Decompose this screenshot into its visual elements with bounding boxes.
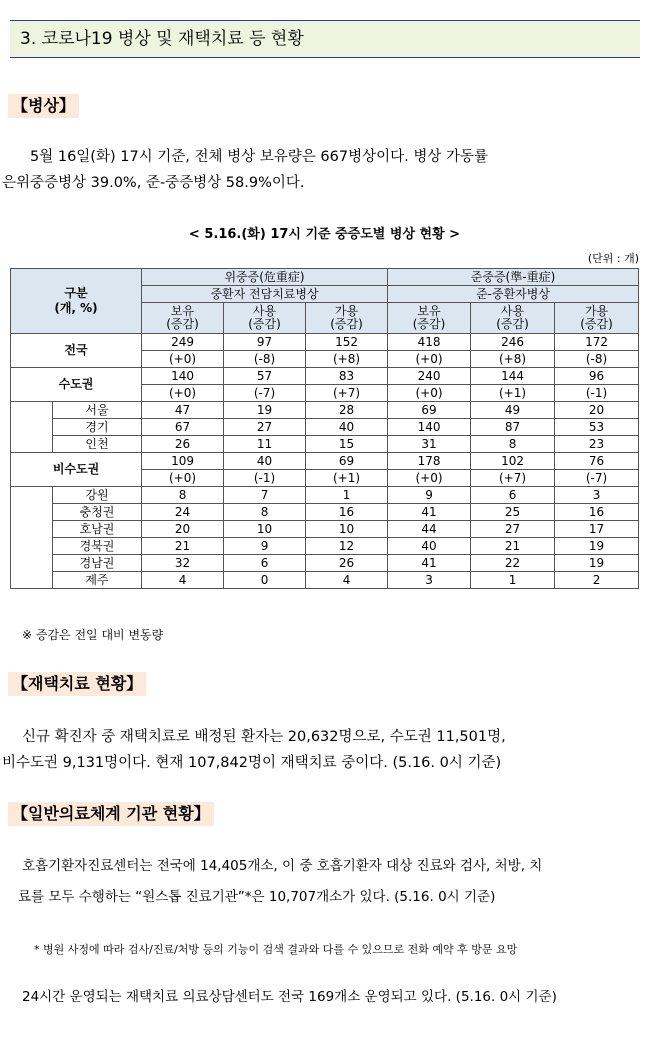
delta-cell: (-8) (555, 351, 639, 368)
subregion-name: 호남권 (53, 521, 142, 538)
column-header: 사용 (증감) (471, 303, 555, 334)
subregion-name: 서울 (53, 402, 142, 419)
table-cell: 27 (471, 521, 555, 538)
indent-cell (11, 487, 53, 589)
delta-cell: (+7) (306, 385, 388, 402)
delta-cell: (+8) (471, 351, 555, 368)
region-name: 비수도권 (11, 453, 142, 487)
subregion-name: 인천 (53, 436, 142, 453)
section-title: 3. 코로나19 병상 및 재택치료 등 현황 (10, 20, 640, 58)
table-cell: 19 (555, 538, 639, 555)
table-cell: 22 (471, 555, 555, 572)
table-cell: 8 (471, 436, 555, 453)
table-cell: 12 (306, 538, 388, 555)
table-cell: 144 (471, 368, 555, 385)
table-cell: 67 (142, 419, 224, 436)
table-cell: 24 (142, 504, 224, 521)
column-header: 가용 (증감) (555, 303, 639, 334)
table-cell: 102 (471, 453, 555, 470)
table-cell: 109 (142, 453, 224, 470)
table-cell: 140 (388, 419, 471, 436)
table-cell: 69 (306, 453, 388, 470)
table-row (11, 538, 639, 555)
delta-cell: (+8) (306, 351, 388, 368)
subregion-name: 충청권 (53, 504, 142, 521)
table-cell: 16 (555, 504, 639, 521)
delta-cell: (-1) (224, 470, 306, 487)
delta-cell: (-7) (555, 470, 639, 487)
table-cell: 140 (142, 368, 224, 385)
table-cell: 15 (306, 436, 388, 453)
general-medical-line2: 료를 모두 수행하는 “원스톱 진료기관”*은 10,707개소가 있다. (5.16. 0시 기준) (18, 889, 496, 905)
table-cell: 28 (306, 402, 388, 419)
header-severe-sub: 중환자 전담치료병상 (142, 286, 388, 303)
table-unit: (단위 : 개) (587, 252, 639, 265)
delta-cell: (+7) (471, 470, 555, 487)
table-cell: 16 (306, 504, 388, 521)
table-cell: 1 (471, 572, 555, 589)
table-cell: 76 (555, 453, 639, 470)
table-cell: 87 (471, 419, 555, 436)
table-note: ※ 증감은 전일 대비 변동량 (22, 628, 164, 642)
delta-cell: (+0) (388, 385, 471, 402)
table-cell: 0 (224, 572, 306, 589)
delta-cell: (-1) (555, 385, 639, 402)
table-cell: 4 (142, 572, 224, 589)
table-row (11, 572, 639, 589)
table-cell: 9 (224, 538, 306, 555)
table-cell: 41 (388, 504, 471, 521)
subregion-name: 경북권 (53, 538, 142, 555)
column-header: 보유 (증감) (388, 303, 471, 334)
table-cell: 25 (471, 504, 555, 521)
delta-cell: (+0) (388, 351, 471, 368)
delta-cell: (+1) (306, 470, 388, 487)
delta-cell: (+0) (142, 351, 224, 368)
beds-paragraph-line1: 5월 16일(화) 17시 기준, 전체 병상 보유량은 667병상이다. 병상 가동률 (30, 149, 488, 165)
table-cell: 97 (224, 334, 306, 351)
table-cell: 9 (388, 487, 471, 504)
table-cell: 10 (306, 521, 388, 538)
table-row (11, 555, 639, 572)
header-category: 구분 (개, %) (11, 269, 142, 334)
column-header: 보유 (증감) (142, 303, 224, 334)
table-cell: 418 (388, 334, 471, 351)
table-row (11, 334, 639, 351)
delta-cell: (+0) (142, 470, 224, 487)
table-row (11, 504, 639, 521)
table-row (11, 453, 639, 470)
table-cell: 44 (388, 521, 471, 538)
table-cell: 20 (555, 402, 639, 419)
table-cell: 57 (224, 368, 306, 385)
table-row (11, 419, 639, 436)
home-care-heading: 【재택치료 현황】 (8, 672, 146, 696)
table-cell: 40 (224, 453, 306, 470)
table-cell: 8 (142, 487, 224, 504)
region-name: 수도권 (11, 368, 142, 402)
table-cell: 3 (555, 487, 639, 504)
beds-paragraph-line2: 은위중증병상 39.0%, 준-중증병상 58.9%이다. (2, 175, 305, 191)
table-cell: 172 (555, 334, 639, 351)
table-cell: 8 (224, 504, 306, 521)
header-semi-sub: 준-중환자병상 (388, 286, 639, 303)
table-cell: 41 (388, 555, 471, 572)
delta-cell: (+1) (471, 385, 555, 402)
table-cell: 20 (142, 521, 224, 538)
table-cell: 7 (224, 487, 306, 504)
header-semi-group: 준중증(準-重症) (388, 269, 639, 286)
table-cell: 19 (555, 555, 639, 572)
table-cell: 23 (555, 436, 639, 453)
table-cell: 21 (142, 538, 224, 555)
table-cell: 152 (306, 334, 388, 351)
table-cell: 49 (471, 402, 555, 419)
subregion-name: 제주 (53, 572, 142, 589)
table-row (11, 487, 639, 504)
table-cell: 1 (306, 487, 388, 504)
delta-cell: (+0) (142, 385, 224, 402)
bed-status-table (10, 268, 639, 589)
table-cell: 11 (224, 436, 306, 453)
table-cell: 249 (142, 334, 224, 351)
table-cell: 6 (224, 555, 306, 572)
general-medical-heading: 【일반의료체계 기관 현황】 (8, 802, 214, 826)
table-cell: 19 (224, 402, 306, 419)
table-row (11, 368, 639, 385)
table-cell: 17 (555, 521, 639, 538)
header-severe-group: 위중증(危重症) (142, 269, 388, 286)
subregion-name: 경남권 (53, 555, 142, 572)
table-cell: 32 (142, 555, 224, 572)
table-cell: 2 (555, 572, 639, 589)
region-name: 전국 (11, 334, 142, 368)
beds-heading: 【병상】 (8, 94, 79, 118)
table-cell: 21 (471, 538, 555, 555)
column-header: 가용 (증감) (306, 303, 388, 334)
general-medical-line3: 24시간 운영되는 재택치료 의료상담센터도 전국 169개소 운영되고 있다. (5.16. 0시 기준) (22, 989, 557, 1005)
subregion-name: 강원 (53, 487, 142, 504)
table-cell: 40 (388, 538, 471, 555)
general-medical-footnote: * 병원 사정에 따라 검사/진료/처방 등의 기능이 검색 결과와 다를 수 있으므로 전화 예약 후 방문 요망 (34, 943, 518, 956)
table-row (11, 402, 639, 419)
table-cell: 47 (142, 402, 224, 419)
table-cell: 31 (388, 436, 471, 453)
table-row (11, 521, 639, 538)
table-cell: 26 (306, 555, 388, 572)
home-care-line2: 비수도권 9,131명이다. 현재 107,842명이 재택치료 중이다. (5.16. 0시 기준) (2, 755, 502, 771)
table-cell: 96 (555, 368, 639, 385)
table-caption: < 5.16.(화) 17시 기준 중증도별 병상 현황 > (188, 227, 461, 242)
table-cell: 27 (224, 419, 306, 436)
table-cell: 26 (142, 436, 224, 453)
table-cell: 4 (306, 572, 388, 589)
table-cell: 69 (388, 402, 471, 419)
table-cell: 246 (471, 334, 555, 351)
indent-cell (11, 402, 53, 453)
table-row (11, 436, 639, 453)
table-cell: 40 (306, 419, 388, 436)
delta-cell: (-7) (224, 385, 306, 402)
table-cell: 10 (224, 521, 306, 538)
table-cell: 83 (306, 368, 388, 385)
table-cell: 178 (388, 453, 471, 470)
table-cell: 53 (555, 419, 639, 436)
column-header: 사용 (증감) (224, 303, 306, 334)
home-care-line1: 신규 확진자 중 재택치료로 배정된 환자는 20,632명으로, 수도권 11,501명, (22, 729, 506, 745)
delta-cell: (+0) (388, 470, 471, 487)
table-cell: 3 (388, 572, 471, 589)
general-medical-line1: 호흡기환자진료센터는 전국에 14,405개소, 이 중 호흡기환자 대상 진료와 검사, 처방, 치 (22, 858, 543, 874)
subregion-name: 경기 (53, 419, 142, 436)
table-cell: 240 (388, 368, 471, 385)
delta-cell: (-8) (224, 351, 306, 368)
table-cell: 6 (471, 487, 555, 504)
